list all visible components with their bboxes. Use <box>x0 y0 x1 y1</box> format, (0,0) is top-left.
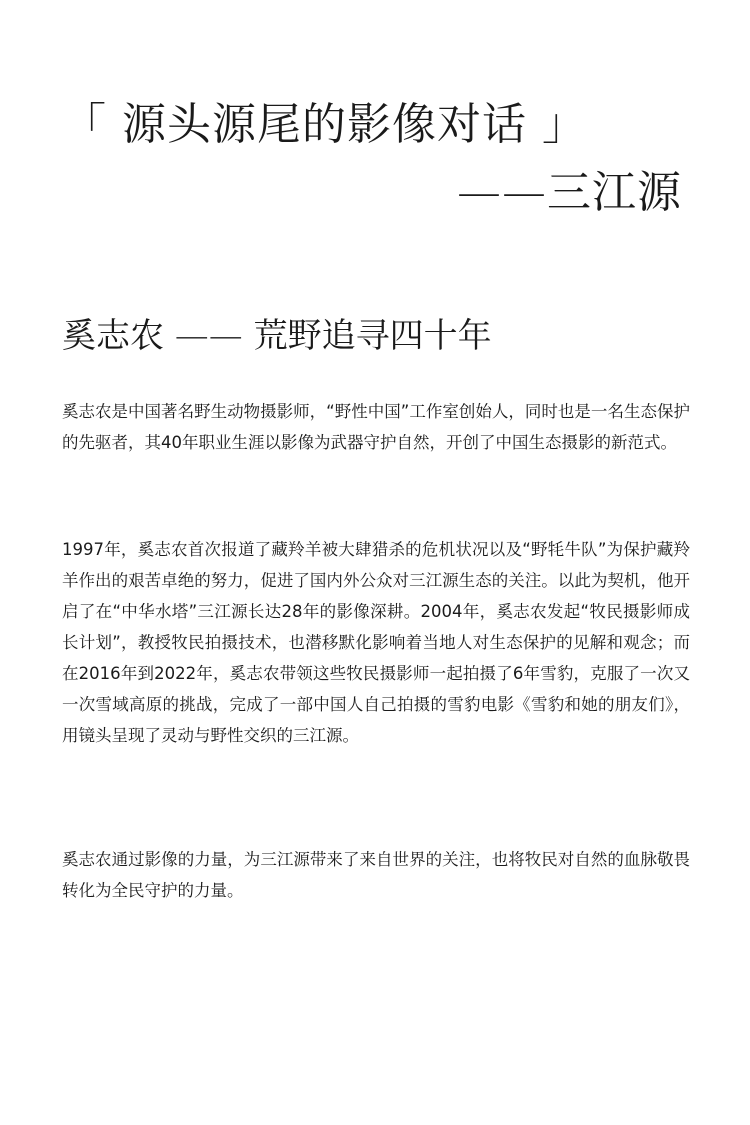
paragraph-history: 1997年，奚志农首次报道了藏羚羊被大肆猎杀的危机状况以及“野牦牛队”为保护藏羚羊作出的艰苦卓绝的努力，促进了国内外公众对三江源生态的关注。以此为契机，他开启了在“中华水塔”三江源长达28年的影像深耕。2004年，奚志农发起“牧民摄影师成长计划”，教授牧民拍摄技术，也潜移默化影响着当地人对生态保护的见解和观念；而在2016年到2022年，奚志农带领这些牧民摄影师一起拍摄了6年雪豹，克服了一次又一次雪域高原的挑战，完成了一部中国人自己拍摄的雪豹电影《雪豹和她的朋友们》，用镜头呈现了灵动与野性交织的三江源。 <box>62 540 690 745</box>
section-heading: 奚志农 —— 荒野追寻四十年 <box>62 316 492 356</box>
paragraph-intro: 奚志农是中国著名野生动物摄影师，“野性中国”工作室创始人，同时也是一名生态保护的先驱者，其40年职业生涯以影像为武器守护自然，开创了中国生态摄影的新范式。 <box>62 402 690 452</box>
paragraph-conclusion: 奚志农通过影像的力量，为三江源带来了来自世界的关注，也将牧民对自然的血脉敬畏转化为全民守护的力量。 <box>62 850 690 900</box>
page-subtitle: ——三江源 <box>457 167 682 218</box>
page-title: 「 源头源尾的影像对话 」 <box>62 99 587 150</box>
